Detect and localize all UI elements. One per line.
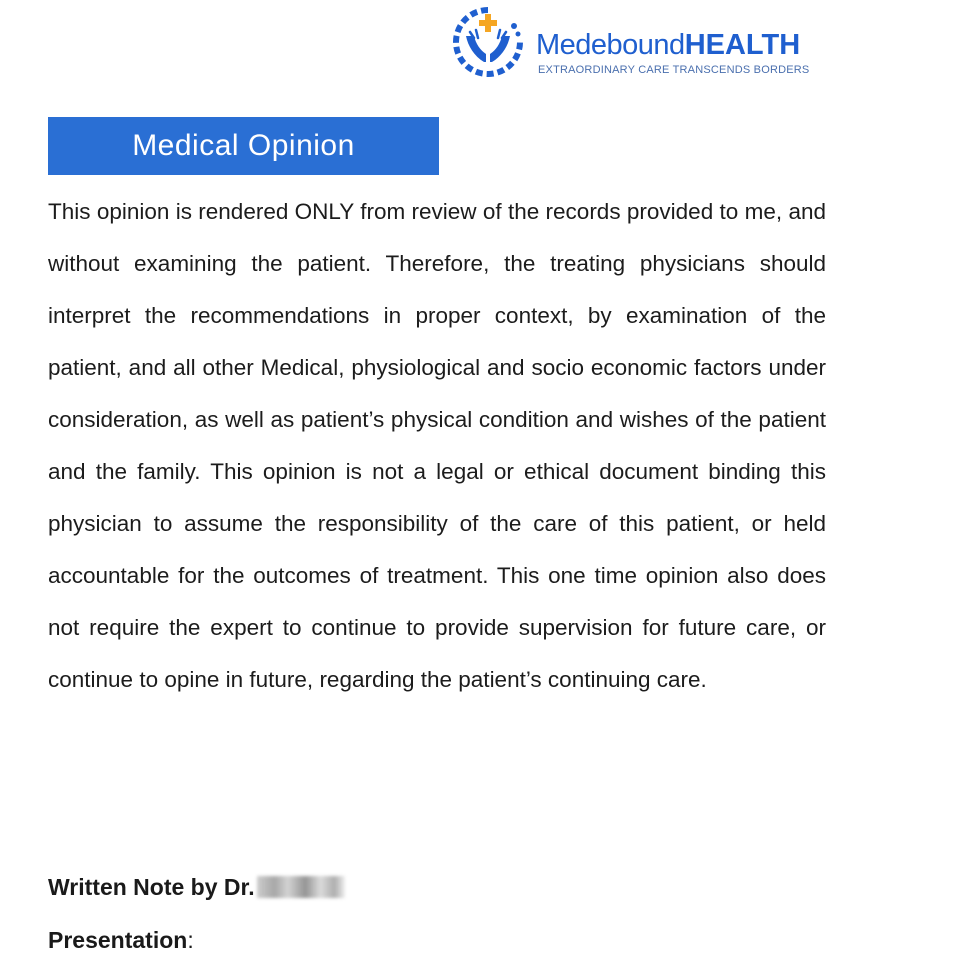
written-note-label: Written Note by Dr. — [48, 874, 255, 900]
written-note-line — [48, 870, 345, 904]
hands-cross-logo-icon — [452, 6, 524, 78]
presentation-heading — [48, 923, 194, 957]
redacted-doctor-name — [257, 876, 345, 898]
brand-logo — [452, 6, 832, 76]
brand-name-part1: Medebound — [536, 29, 685, 61]
disclaimer-paragraph: This opinion is rendered ONLY from review of the records provided to me, and without examining the patient. Therefore, the treating physicians should interpret the recommendations in proper context, by examination of the patient, and all other Medical, physiological and socio economic factors under consideration, as well as patient’s physical condition and wishes of the patient and the family. This opinion is not a legal or ethical document binding this physician to assume the responsibility of the care of this patient, or held accountable for the outcomes of treatment. This one time opinion also does not require the expert to continue to provide supervision for future care, or continue to opine in future, regarding the patient’s continuing care. — [48, 199, 826, 692]
section-title: Medical Opinion — [132, 129, 355, 162]
presentation-label: Presentation — [48, 927, 188, 953]
brand-tagline: EXTRAORDINARY CARE TRANSCENDS BORDERS — [538, 64, 810, 76]
brand-name — [536, 28, 800, 62]
section-title-banner — [48, 117, 439, 175]
presentation-colon: : — [187, 927, 194, 953]
brand-name-part2: HEALTH — [684, 29, 801, 61]
